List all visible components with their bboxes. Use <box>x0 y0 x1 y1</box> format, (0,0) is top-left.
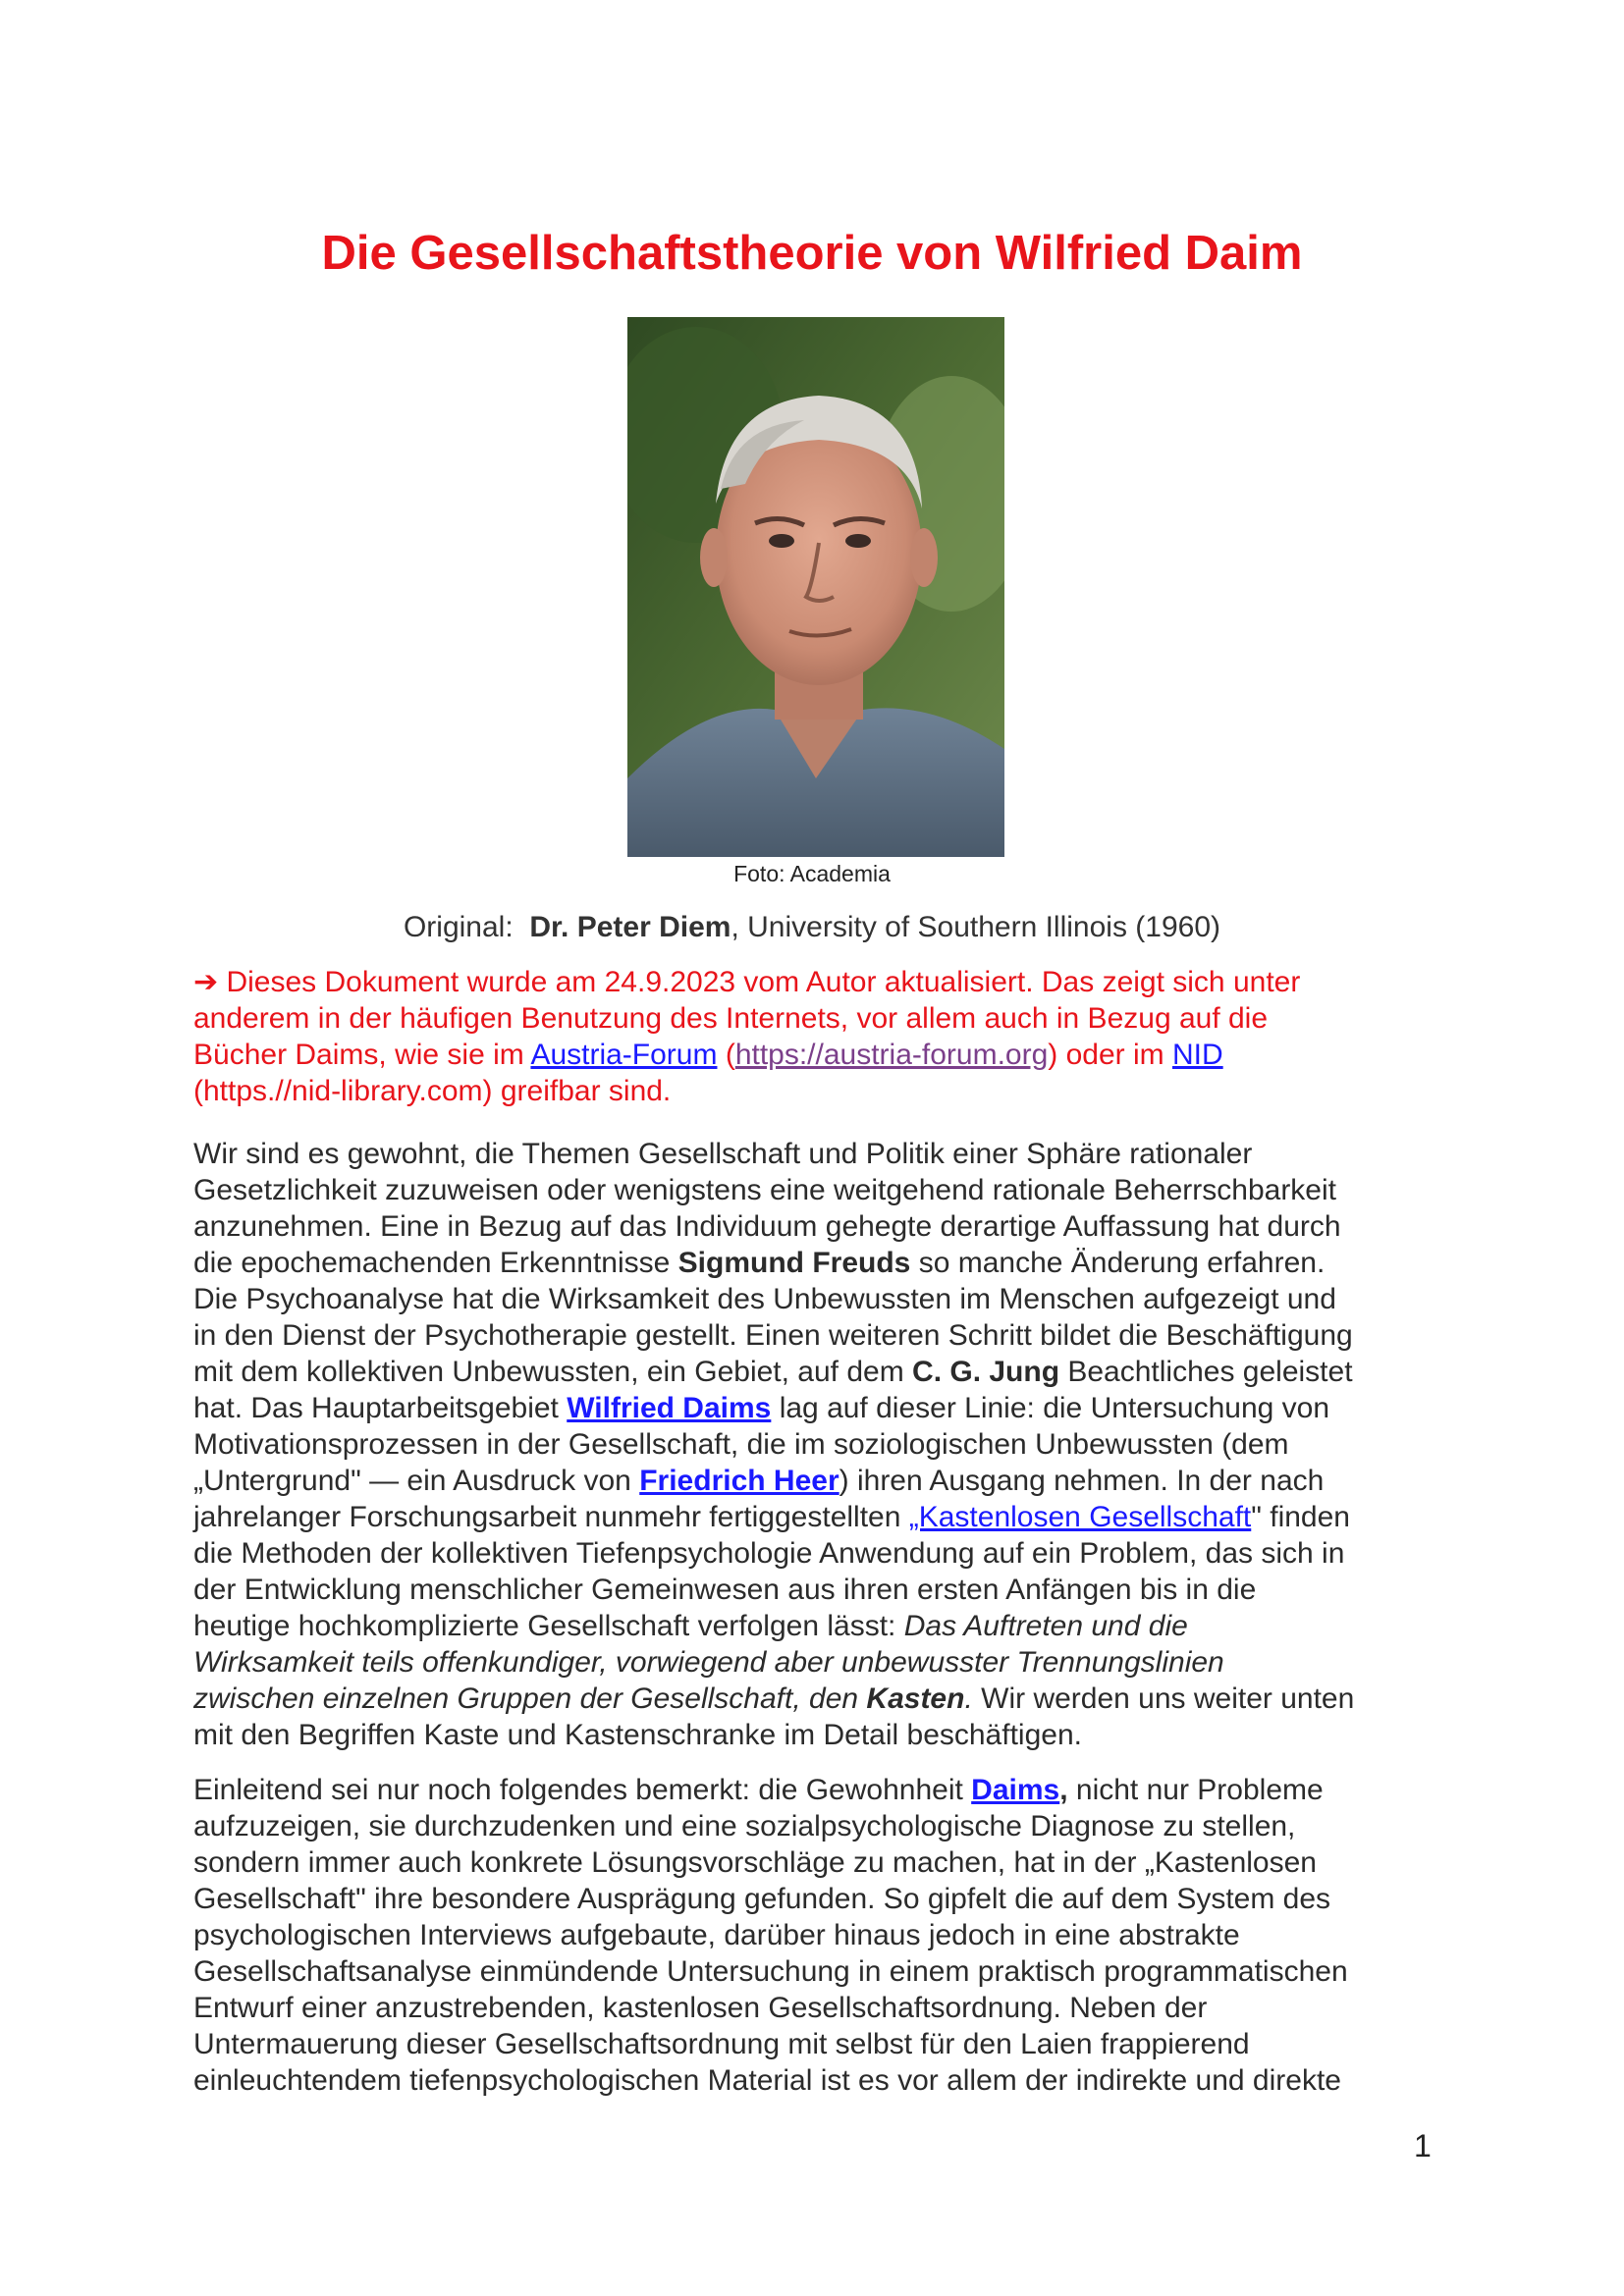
text-line: einleuchtendem tiefenpsychologischen Material ist es vor allem der indirekte und direkte <box>193 2064 1341 2097</box>
original-prefix: Original: <box>403 911 514 943</box>
text-fragment: mit dem kollektiven Unbewussten, ein Gebiet, auf dem <box>193 1356 913 1388</box>
daims-link[interactable]: Daims <box>971 1774 1060 1806</box>
text-fragment: jahrelanger Forschungsarbeit nunmehr fertiggestellten <box>193 1501 909 1533</box>
notice-text: Bücher Daims, wie sie im <box>193 1039 531 1071</box>
text-line: in den Dienst der Psychotherapie gestellt. Einen weiteren Schritt bildet die Beschäftigung <box>193 1319 1353 1352</box>
text-fragment: heutige hochkomplizierte Gesellschaft verfolgen lässt: <box>193 1610 904 1642</box>
text-fragment: ) ihren Ausgang nehmen. In der nach <box>839 1465 1325 1497</box>
text-line: psychologischen Interviews aufgebaute, darüber hinaus jedoch in eine abstrakte <box>193 1919 1240 1951</box>
paragraph-1 <box>193 1136 1440 1753</box>
text-fragment: Einleitend sei nur noch folgendes bemerkt: die Gewohnheit <box>193 1774 972 1806</box>
notice-text: anderem in der häufigen Benutzung des Internets, vor allem auch in Bezug auf die <box>193 1002 1269 1035</box>
text-fragment: Beachtliches geleistet <box>1059 1356 1353 1388</box>
arrow-icon: ➔ <box>193 966 219 998</box>
text-line: der Entwicklung menschlicher Gemeinwesen aus ihren ersten Anfängen bis in die <box>193 1574 1257 1606</box>
text-line: anzunehmen. Eine in Bezug auf das Individuum gehegte derartige Auffassung hat durch <box>193 1210 1341 1243</box>
text-line: sondern immer auch konkrete Lösungsvorschläge zu machen, hat in der „Kastenlosen <box>193 1846 1317 1879</box>
text-fragment: nicht nur Probleme <box>1067 1774 1324 1806</box>
original-author-line <box>0 908 1624 947</box>
text-fragment: die epochemachenden Erkenntnisse <box>193 1247 678 1279</box>
italic-text: Das Auftreten und die <box>903 1610 1188 1642</box>
bold-italic-kasten: Kasten <box>866 1682 965 1715</box>
text-fragment: Wir werden uns weiter unten <box>972 1682 1355 1715</box>
text-line: Gesellschaft" ihre besondere Ausprägung gefunden. So gipfelt die auf dem System des <box>193 1883 1331 1915</box>
text-fragment: hat. Das Hauptarbeitsgebiet <box>193 1392 568 1424</box>
text-fragment: , <box>1059 1774 1068 1806</box>
austria-forum-url-link[interactable]: https://austria-forum.org <box>734 1039 1049 1071</box>
notice-text: Dieses Dokument wurde am 24.9.2023 vom Autor aktualisiert. Das zeigt sich unter <box>218 966 1301 998</box>
notice-text: (https.//nid-library.com) greifbar sind. <box>193 1075 672 1107</box>
text-line: die Methoden der kollektiven Tiefenpsychologie Anwendung auf ein Problem, das sich in <box>193 1537 1345 1570</box>
text-line: aufzuzeigen, sie durchzudenken und eine sozialpsychologische Diagnose zu stellen, <box>193 1810 1296 1842</box>
austria-forum-link[interactable]: Austria-Forum <box>530 1039 718 1071</box>
text-fragment: " finden <box>1251 1501 1350 1533</box>
original-suffix: , University of Southern Illinois (1960) <box>731 911 1221 943</box>
text-line: Die Psychoanalyse hat die Wirksamkeit des Unbewussten im Menschen aufgezeigt und <box>193 1283 1336 1315</box>
text-line: mit den Begriffen Kaste und Kastenschranke im Detail beschäftigen. <box>193 1719 1082 1751</box>
italic-text: zwischen einzelnen Gruppen der Gesellschaft, den <box>193 1682 867 1715</box>
paragraph-2 <box>193 1772 1440 2099</box>
text-line: Untermauerung dieser Gesellschaftsordnung mit selbst für den Laien frappierend <box>193 2028 1250 2060</box>
text-line: Gesellschaftsanalyse einmündende Untersuchung in einem praktisch programmatischen <box>193 1955 1348 1988</box>
text-line: Entwurf einer anzustrebenden, kastenlosen Gesellschaftsordnung. Neben der <box>193 1992 1208 2024</box>
photo-caption: Foto: Academia <box>733 861 891 886</box>
bold-name-jung: C. G. Jung <box>912 1356 1060 1388</box>
italic-text: Wirksamkeit teils offenkundiger, vorwiegend aber unbewusster Trennungslinien <box>193 1646 1224 1679</box>
page-title: Die Gesellschaftstheorie von Wilfried Daim <box>321 227 1303 280</box>
bold-name-freud: Sigmund Freuds <box>677 1247 911 1279</box>
original-author: Dr. Peter Diem <box>529 911 731 943</box>
friedrich-heer-link[interactable]: Friedrich Heer <box>639 1465 839 1497</box>
text-line: Wir sind es gewohnt, die Themen Gesellschaft und Politik einer Sphäre rationaler <box>193 1138 1253 1170</box>
notice-text: ( <box>717 1039 735 1071</box>
notice-text: ) oder im <box>1048 1039 1172 1071</box>
text-line: Gesetzlichkeit zuzuweisen oder wenigstens eine weitgehend rationale Beherrschbarkeit <box>193 1174 1336 1206</box>
portrait-photo <box>627 317 1004 857</box>
update-notice <box>193 964 1440 1109</box>
kastenlosen-gesellschaft-link[interactable]: „Kastenlosen Gesellschaft <box>908 1501 1252 1533</box>
italic-text: . <box>964 1682 973 1715</box>
text-fragment: so manche Änderung erfahren. <box>910 1247 1326 1279</box>
text-fragment: „Untergrund" — ein Ausdruck von <box>193 1465 640 1497</box>
text-line: Motivationsprozessen in der Gesellschaft, die im soziologischen Unbewussten (dem <box>193 1428 1289 1461</box>
text-fragment: lag auf dieser Linie: die Untersuchung von <box>771 1392 1330 1424</box>
wilfried-daims-link[interactable]: Wilfried Daims <box>567 1392 772 1424</box>
nid-link[interactable]: NID <box>1171 1039 1223 1071</box>
page-number: 1 <box>1414 2128 1432 2163</box>
